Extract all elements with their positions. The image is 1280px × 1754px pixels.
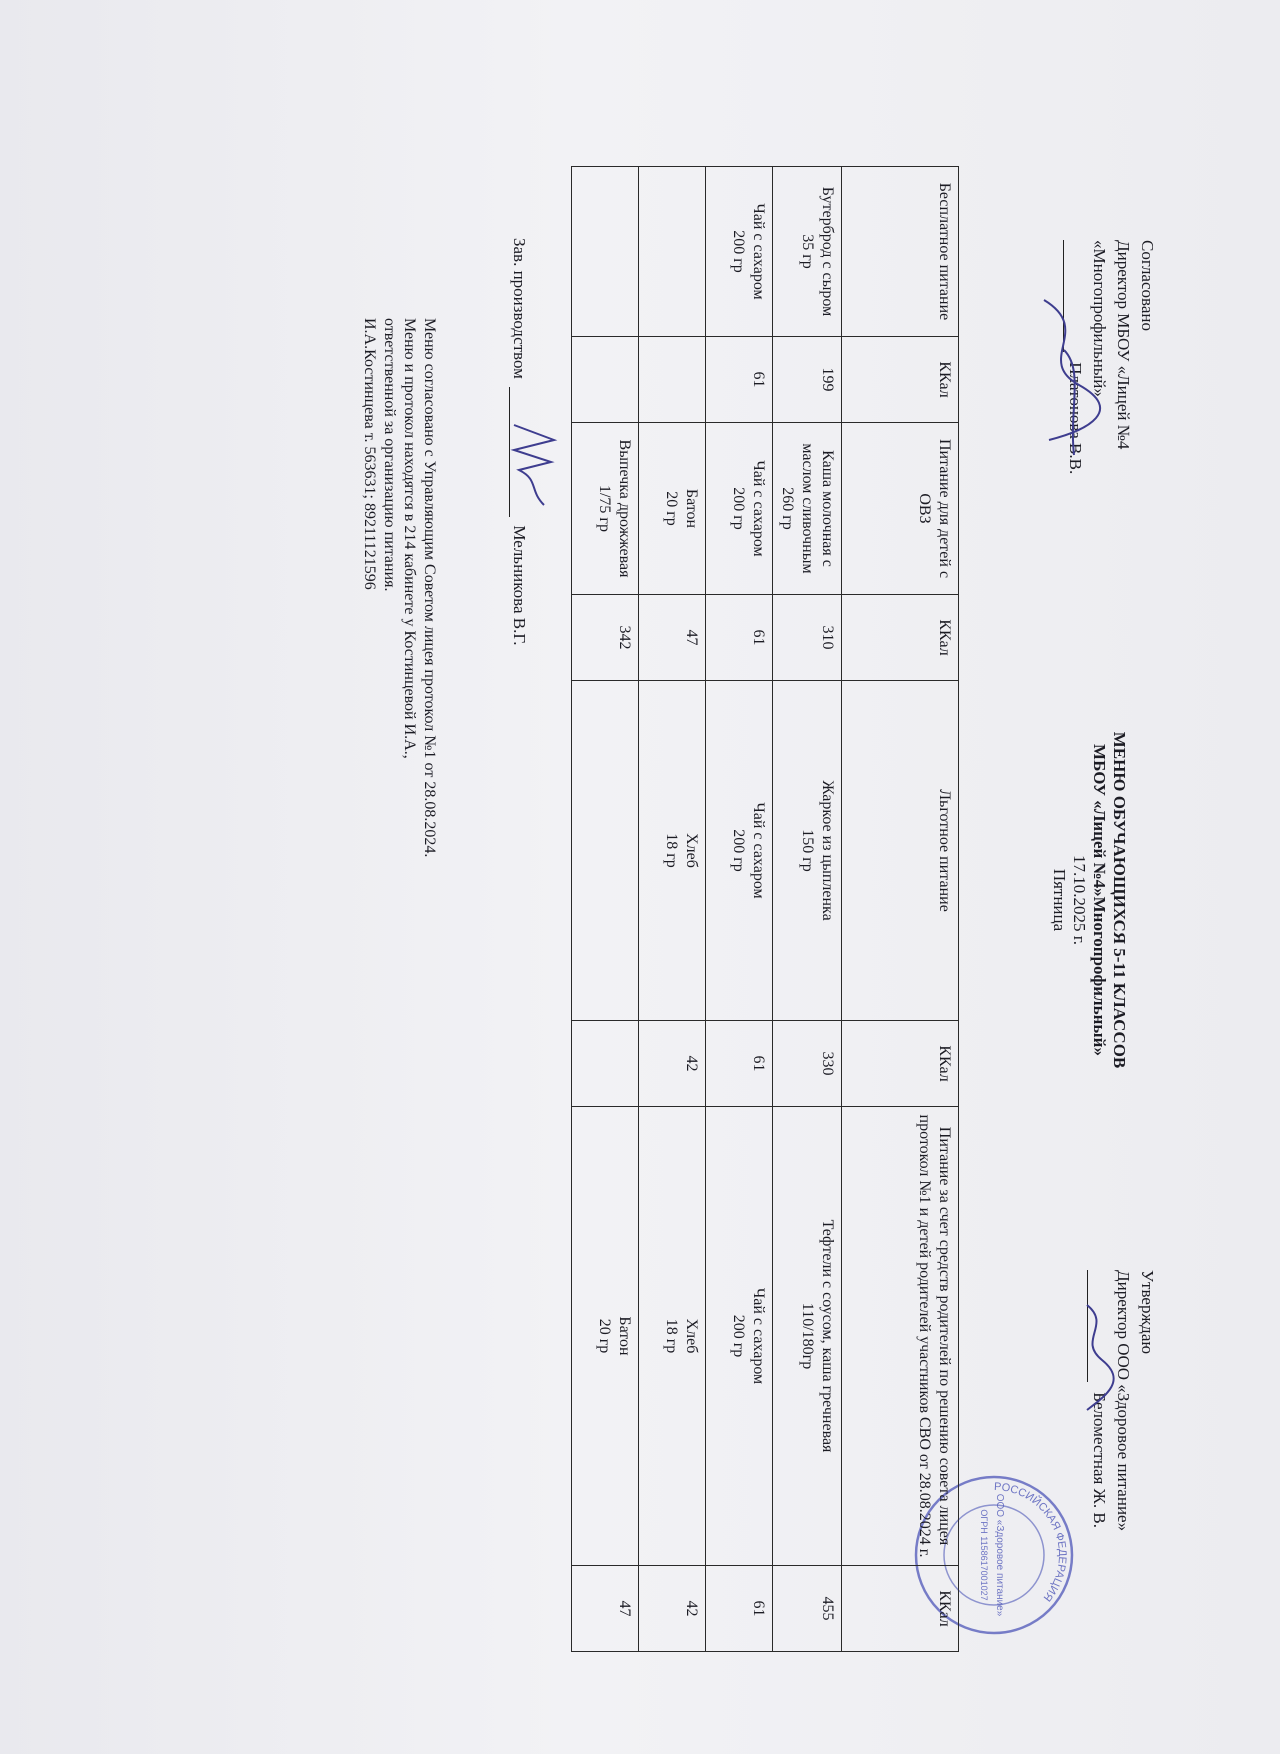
dish-cell: Выпечка дрожжевая 1/75 гр <box>572 423 639 595</box>
approval-left-name: Платонова В.В. <box>1066 362 1085 475</box>
kcal-cell <box>572 1021 639 1107</box>
dish-cell: Хлеб 18 гр <box>639 681 706 1021</box>
dish-cell <box>639 167 706 337</box>
kcal-cell: 47 <box>639 595 706 681</box>
approval-left-position: Директор МБОУ «Лицей №4 <box>1114 240 1133 450</box>
dish-cell: Чай с сахаром 200 гр <box>706 1107 773 1566</box>
dish-cell: Батон 20 гр <box>639 423 706 595</box>
header-ovz-meals: Питание для детей с ОВЗ <box>842 423 959 595</box>
kcal-cell: 61 <box>706 1021 773 1107</box>
dish-cell: Батон 20 гр <box>572 1107 639 1566</box>
kcal-cell <box>572 337 639 423</box>
header-kcal: ККал <box>842 337 959 423</box>
kcal-cell: 455 <box>773 1566 842 1652</box>
header-free-meals: Бесплатное питание <box>842 167 959 337</box>
approval-right-label: Утверждаю <box>1138 1270 1157 1355</box>
approval-right-name: Беломестная Ж. В. <box>1090 1392 1109 1528</box>
kcal-cell: 61 <box>706 595 773 681</box>
dish-cell: Чай с сахаром 200 гр <box>706 167 773 337</box>
kcal-cell: 310 <box>773 595 842 681</box>
approval-right-position: Директор ООО «Здоровое питание» <box>1114 1270 1133 1532</box>
dish-cell <box>572 167 639 337</box>
note-line: ответственной за организацию питания. <box>381 318 398 592</box>
approval-left-org: «Многопрофильный» <box>1090 240 1109 397</box>
menu-table <box>571 166 959 1652</box>
stamp-ogrn-text: ОГРН 1158617001027 <box>979 1509 989 1601</box>
approval-left-label: Согласовано <box>1138 240 1157 331</box>
stamp-text: РОССИЙСКАЯ ФЕДЕРАЦИЯ <box>993 1480 1069 1604</box>
note-line: Меню согласовано с Управляющим Советом лицея протокол №1 от 28.08.2024. <box>421 318 438 858</box>
menu-title: МЕНЮ ОБУЧАЮЩИХСЯ 5-11 КЛАССОВ <box>1110 731 1129 1069</box>
table-row <box>773 167 842 1652</box>
header-kcal: ККал <box>842 1021 959 1107</box>
kcal-cell: 330 <box>773 1021 842 1107</box>
menu-weekday: Пятница <box>1050 868 1069 932</box>
notes-block <box>359 318 439 857</box>
signature-right-icon <box>1072 1300 1117 1420</box>
dish-cell: Тефтели с соусом, каша гречневая 110/180гр <box>773 1107 842 1566</box>
menu-subtitle: МБОУ «Лицей №4»Многопрофильный» <box>1090 744 1109 1056</box>
note-line: Меню и протокол находятся в 214 кабинете у Костинцевой И.А., <box>401 318 418 759</box>
kcal-cell <box>639 337 706 423</box>
dish-cell: Каша молочная с маслом сливочным 260 гр <box>773 423 842 595</box>
stamp-center-text: ООО «Здоровое питание» <box>994 1493 1005 1617</box>
kcal-cell: 199 <box>773 337 842 423</box>
menu-title-block <box>1049 600 1129 1200</box>
header-discount-meals: Льготное питание <box>842 681 959 1021</box>
footer-name: Мельникова В.Г. <box>510 525 529 646</box>
dish-cell: Чай с сахаром 200 гр <box>706 681 773 1021</box>
header-kcal: ККал <box>842 595 959 681</box>
signature-left-icon <box>1024 290 1104 460</box>
table-row <box>639 167 706 1652</box>
kcal-cell: 342 <box>572 595 639 681</box>
dish-cell: Хлеб 18 гр <box>639 1107 706 1566</box>
table-header-row <box>842 167 959 1652</box>
header-paid-meals: Питание за счет средств родителей по решению совета лицея протокол №1 и детей родителей участников СВО от 28.08.2024 г. <box>842 1107 959 1566</box>
kcal-cell: 42 <box>639 1566 706 1652</box>
footer-label: Зав. производством <box>510 238 529 379</box>
dish-cell: Бутерброд с сыром 35 гр <box>773 167 842 337</box>
dish-cell: Жаркое из цыпленка 150 гр <box>773 681 842 1021</box>
kcal-cell: 61 <box>706 337 773 423</box>
table-row <box>572 167 639 1652</box>
dish-cell: Чай с сахаром 200 гр <box>706 423 773 595</box>
signature-footer-icon <box>504 420 559 510</box>
note-line: И.А.Костинцева т. 563631; 89211121596 <box>361 318 378 590</box>
header-kcal: ККал <box>842 1566 959 1652</box>
kcal-cell: 42 <box>639 1021 706 1107</box>
table-row <box>706 167 773 1652</box>
kcal-cell: 61 <box>706 1566 773 1652</box>
dish-cell <box>572 681 639 1021</box>
menu-date: 17.10.2025 г. <box>1070 854 1089 946</box>
kcal-cell: 47 <box>572 1566 639 1652</box>
